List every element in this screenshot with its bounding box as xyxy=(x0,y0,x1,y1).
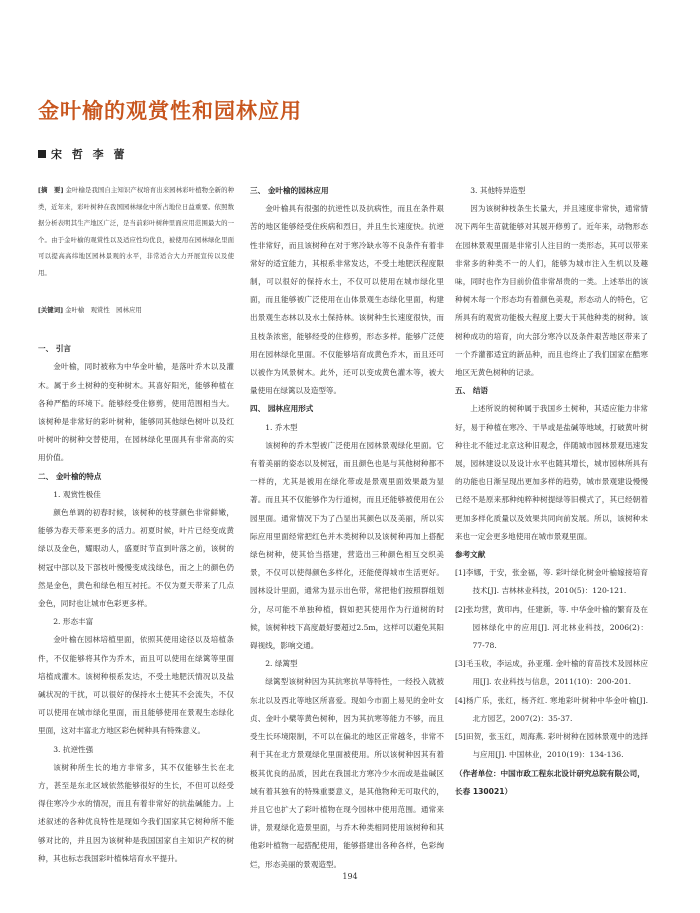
reference-item: [4]杨广乐，张红，杨齐红. 寒地彩叶树种中华金叶榆[J]. 北方园艺，2007(2)：35-37. xyxy=(455,695,648,723)
subsection-heading: 3. 其他特异造型 xyxy=(470,186,526,195)
paragraph: 该树种的乔木型被广泛使用在园林景观绿化里面。它有着美丽的姿态以及树冠，而且颜色也是与其他树种都不一样的，尤其是被用在绿化带或是景观里面效果最为显著。而且其不仅能够作为行道树，而且还能够被使用在公园里面。通常情况下为了凸显出其颜色以及美丽，所以实际应用里面经常把红色并木类树种以及该树种再加上搭配绿色树种，使其恰当搭建，营造出三种颜色相互交织美景，不仅可以使得颜色多样化，还能使得城市生活更好。园林设计里面，通常为显示出色带，常把他们按照群组划分，尽可能不单独种植，假如把其使用作为行道树的时候，该树种枝下高度最好要超过2.5m，这样可以避免其阳碍视线，影响交通。 xyxy=(250,440,444,651)
paragraph: 绿篱型该树种因为其抗寒抗旱等特性，一经投入就被东北以及西北等地区所喜爱。现如今市面上易见的金叶女贞、金叶小檗等黄色树种，因为其抗寒等能力不够，而且受生长环境限制，不可以在偏北的地区正常越冬，非常不利于其在北方景观绿化里面被使用。所以该树种因其有着极其优良的品质，因此在我国北方寒冷少水而或是盐碱区域有着其独有的特殊重要意义，是其他物种无可取代的，并且它也扩大了彩叶植物在现今园林中使用范围。通常来讲，景观绿化造景里面，与乔木种类相同使用该树种和其他彩叶植物一起搭配使用，能够搭建出各种各样，色彩绚烂，形态美丽的景观造型。 xyxy=(250,677,444,869)
author-line xyxy=(38,146,128,162)
abstract xyxy=(38,182,234,282)
paragraph: 该树种所生长的地方非常多，其不仅能够生长在北方，甚至是东北区域依然能够很好的生长，不但可以经受得住寒冷少水的情况，而且有着非常好的抗盐碱能力。上述叙述的各种优良特性是现如今我们国家其它树种所不能够对比的，并且因为该树种是我国国家自主知识产权的树种，其也标志我国彩叶植株培育水平提升。 xyxy=(38,762,234,863)
reference-item: [3]毛玉收，李运成，孙亚瑾. 金叶榆的育苗技术及园林应用[J]. 农业科技与信息，2011(10)：200-201. xyxy=(455,659,648,687)
references-heading: 参考文献 xyxy=(455,550,486,560)
column-1 xyxy=(38,182,234,868)
section-heading: 二、 金叶榆的特点 xyxy=(38,471,102,481)
paragraph: 因为该树种枝条生长量大，并且速度非常快，通常情况下两年生苗就能够对其展开修剪了。近年来，动物形态在园林景观里面是非常引人注目的一类形态，其可以带来非常多的种类不一的人们，能够为城市注入生机以及趣味，同时也作为目前价值非常昂贵的一类。上述举出的该种树木每一个形态均有着颜色美观，形态动人的特色，它所具有的观赏功能极大程度上要大于其他种类的树种。该树种成功的培育，向大部分寒冷以及条件艰苦地区带来了一个乔灌都适宜的新品种，而且也终止了我们国家在酷寒地区无黄色树种的记录。 xyxy=(455,204,648,378)
reference-item: [1]李娜，于安，张金福，等. 彩叶绿化树金叶榆嫁接培育技术[J]. 吉林林业科技，2010(5)：120-121. xyxy=(455,568,648,596)
subsection-heading: 2. 绿篱型 xyxy=(265,659,298,669)
section-heading: 五、 结语 xyxy=(455,386,489,396)
subsection-heading: 1. 观赏性极佳 xyxy=(53,489,101,499)
keywords-text: 金叶榆 观赏性 园林应用 xyxy=(65,305,142,314)
reference-item: [2]张均营，黄印冉，任建新，等. 中华金叶榆的繁育及在园林绿化中的应用[J]. 河北林业科技，2006(2)：77-78. xyxy=(455,604,648,651)
subsection-heading: 3. 抗逆性强 xyxy=(53,744,94,754)
subsection-heading: 2. 形态丰富 xyxy=(53,617,94,627)
paragraph: 上述所说的树种属于我国乡土树种，其适应能力非常好，易于种植在寒冷、干旱或是盐碱等地域，打破黄叶树种往北不能过北京这种旧观念，伴随城市园林景观迅速发展，园林建设以及设计水平也随其增长，城市园林所具有的功能也日渐呈现出更加多样的趋势，城市景观建设慢慢已经不是原来那种纯粹种树提绿等旧模式了，其已经朝着更加多样化质量以及效果共同向前发展。所以，该树种未来也一定会更多地使用在城市景观里面。 xyxy=(455,404,648,541)
author-affiliation: （作者单位：中国市政工程东北设计研究总院有限公司，长春 130021） xyxy=(455,768,645,796)
paragraph: 金叶榆，同时被称为中华金叶榆，是落叶乔木以及灌木。属于乡土树种的变种树木。其喜好阳光，能够种植在各种严酷的环境下。能够经受住修剪，使用范围相当大。该树种是非常好的彩叶树种，能够同其他绿色树叶以及红叶树叶的树种交替使用，在园林绿化里面具有非常高的实用价值。 xyxy=(38,362,234,463)
column-2 xyxy=(250,182,444,874)
authors: 宋 哲 李 蕾 xyxy=(51,148,128,161)
section-heading: 四、 园林应用形式 xyxy=(250,404,314,414)
page-number: 194 xyxy=(342,872,358,881)
abstract-text: 金叶榆是我国自主知识产权培育出来园林彩叶植物全新的种类，近年来，彩叶树种在我国园林绿化中所占地位日益重要。依照数据分析表明其生产地区广泛，是当前彩叶树种里面应用范围最大的一个。由于金叶榆的观赏性以及适应性均优良，被使用在园林绿化里面可以提高高纬地区园林景观的水平，非常适合大力开展宣传以及使用。 xyxy=(38,186,234,277)
column-3 xyxy=(455,182,648,801)
paragraph: 颜色单调的初春时候，该树种的枝芽颜色非常鲜嫩，能够为春天带来更多的活力。初夏时候，叶片已经变成黄绿以及金色，耀眼动人，盛夏时节直到叶落之前，该树的树冠中部以及下部枝叶慢慢变成浅绿色，而之上的颜色仍然是金色，黄色和绿色相互衬托。不仅为夏天带来了几点金色，同时也让城市色彩更多样。 xyxy=(38,507,234,608)
section-heading: 三、 金叶榆的园林应用 xyxy=(250,186,329,195)
square-bullet-icon xyxy=(38,150,46,158)
paragraph: 金叶榆具有很强的抗逆性以及抗病性，而且在条件艰苦的地区能够经受住疾病和烈日，并且生长速度快。抗逆性非常好，而且该树种在对于寒冷缺水等不良条件有着非常好的适宜能力，其根系非常发达，不受土地肥沃程度限制，可以很好的保持水土，不仅可以使用在城市绿化里面，而且能够被广泛使用在山体景观生态绿化里面，构建出景观生态林以及水土保持林。该树种生长速度很快，而且枝条浓密，能够经受的住修剪，形态多样。能够广泛使用在园林绿化里面。不仅能够培育成黄色乔木，而且还可以被作为风景树木。此外，还可以变成黄色灌木等，被大量使用在绿篱以及造型等。 xyxy=(250,204,444,396)
keywords xyxy=(38,302,234,319)
subsection-heading: 1. 乔木型 xyxy=(265,422,298,432)
reference-item: [5]田贺，张玉红，周海燕. 彩叶树种在园林景观中的选择与应用[J]. 中国林业，2010(19)：134-136. xyxy=(455,732,648,760)
section-heading: 一、 引言 xyxy=(38,344,72,354)
keywords-label: [关键词] xyxy=(38,305,64,314)
abstract-label: [摘 要] xyxy=(38,186,64,194)
paragraph: 金叶榆在园林培植里面，依照其使用途径以及培植条件，不仅能够将其作为乔木，而且可以使用在绿篱等里面培植成灌木。该树种根系发达，不受土地肥沃情况以及盐碱状况的干扰，可以很好的保持水土使其不会流失，不仅可以使用在城市绿化里面，而且能够使用在景观生态绿化里面，这对丰富北方地区彩色树种具有特殊意义。 xyxy=(38,635,234,736)
paper-title: 金叶榆的观赏性和园林应用 xyxy=(38,99,302,123)
